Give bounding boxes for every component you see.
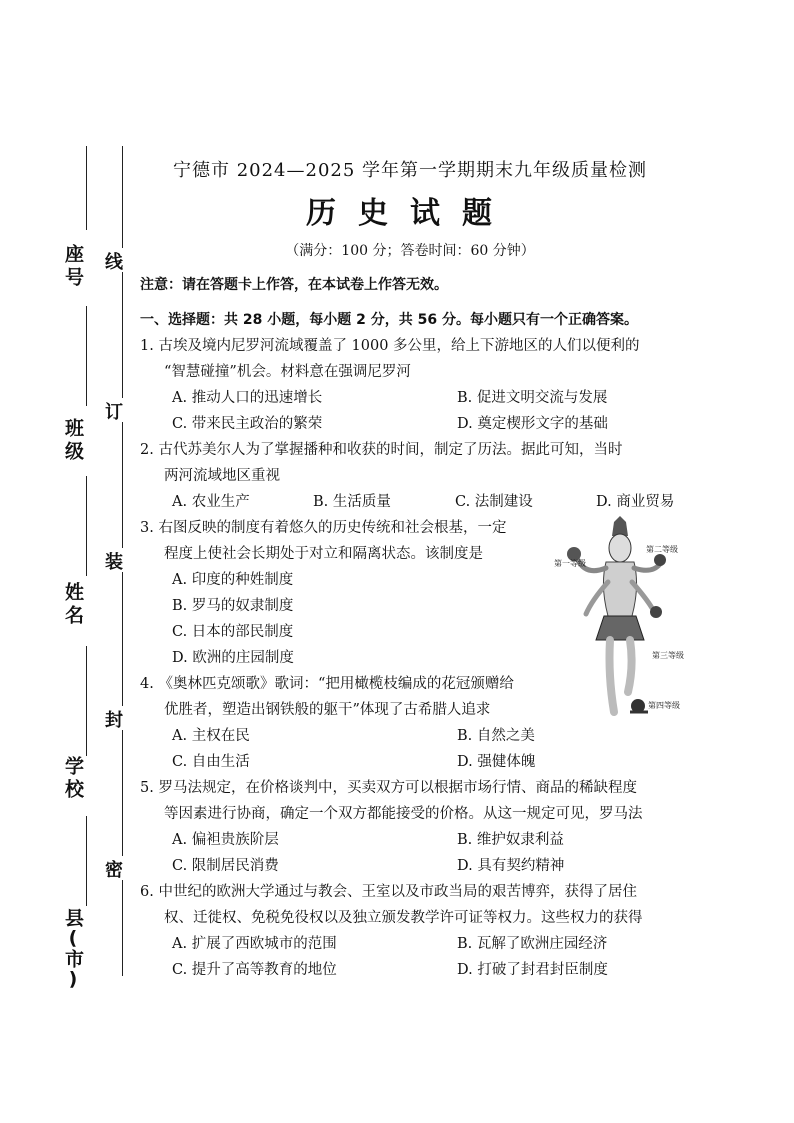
question-stem-line: 权、迁徙权、免税免役权以及独立颁发教学许可证等权力。这些权力的获得	[164, 910, 643, 926]
section-heading: 一、选择题：共 28 小题，每小题 2 分，共 56 分。每小题只有一个正确答案。	[140, 312, 638, 328]
option-d: D. 欧洲的庄园制度	[172, 650, 294, 666]
school-fill-line	[86, 646, 87, 756]
option-d: D. 奠定楔形文字的基础	[457, 416, 608, 432]
option-c: C. 限制居民消费	[172, 858, 279, 874]
option-c: C. 带来民主政治的繁荣	[172, 416, 323, 432]
name-fill-line	[86, 476, 87, 576]
option-a: A. 印度的种姓制度	[172, 572, 294, 588]
question-stem-line: 1. 古埃及境内尼罗河流域覆盖了 1000 多公里，给上下游地区的人们以便利的	[140, 338, 640, 354]
question-stem-line: 6. 中世纪的欧洲大学通过与教会、王室以及市政当局的艰苦博弈，获得了居住	[140, 884, 637, 900]
option-d: D. 具有契约精神	[457, 858, 565, 874]
county-fill-line	[86, 816, 87, 906]
seat-fill-line	[86, 146, 87, 230]
question-stem-line: 两河流域地区重视	[164, 468, 280, 484]
question-stem-line: 优胜者，塑造出钢铁般的躯干”体现了古希腊人追求	[164, 702, 491, 718]
county-label: 县(市)	[62, 908, 84, 990]
option-b: B. 瓦解了欧洲庄园经济	[457, 936, 608, 952]
caste-label-second: 第二等级	[646, 545, 678, 554]
question-stem-line: 4. 《奥林匹克颂歌》歌词：“把用橄榄枝编成的花冠颁赠给	[140, 676, 514, 692]
option-d: D. 打破了封君封臣制度	[457, 962, 608, 978]
option-c: C. 法制建设	[455, 494, 533, 510]
seal-char-zhuang: 装	[104, 548, 124, 572]
option-a: A. 推动人口的迅速增长	[172, 390, 323, 406]
exam-title: 宁德市 2024—2025 学年第一学期期末九年级质量检测	[172, 160, 648, 181]
school-label: 学校	[62, 756, 84, 802]
option-a: A. 偏袒贵族阶层	[172, 832, 279, 848]
seal-char-ding: 订	[104, 398, 124, 422]
notice: 注意：请在答题卡上作答，在本试卷上作答无效。	[140, 277, 448, 293]
option-b: B. 维护奴隶利益	[457, 832, 564, 848]
name-label: 姓名	[62, 582, 84, 628]
question-stem-line: “智慧碰撞”机会。材料意在强调尼罗河	[164, 364, 411, 380]
option-b: B. 生活质量	[313, 494, 391, 510]
option-a: A. 主权在民	[172, 728, 250, 744]
seat-number-label: 座号	[62, 244, 84, 290]
option-b: B. 促进文明交流与发展	[457, 390, 608, 406]
option-d: D. 商业贸易	[596, 494, 675, 510]
exam-info: （满分：100 分；答卷时间：60 分钟）	[285, 243, 535, 259]
seal-char-xian: 线	[104, 248, 124, 272]
question-stem-line: 3. 右图反映的制度有着悠久的历史传统和社会根基，一定	[140, 520, 507, 536]
question-stem-line: 2. 古代苏美尔人为了掌握播种和收获的时间，制定了历法。据此可知，当时	[140, 442, 623, 458]
option-d: D. 强健体魄	[457, 754, 536, 770]
option-c: C. 自由生活	[172, 754, 250, 770]
question-stem-line: 程度上使社会长期处于对立和隔离状态。该制度是	[164, 546, 483, 562]
seal-char-feng: 封	[104, 706, 124, 730]
caste-label-first: 第一等级	[554, 559, 586, 568]
caste-system-figure	[548, 516, 688, 721]
class-fill-line	[86, 306, 87, 406]
seal-char-mi: 密	[104, 856, 124, 880]
subject-title: 历史试题	[306, 196, 514, 231]
option-a: A. 农业生产	[172, 494, 250, 510]
caste-label-fourth: 第四等级	[648, 701, 680, 710]
option-b: B. 罗马的奴隶制度	[172, 598, 294, 614]
option-b: B. 自然之美	[457, 728, 535, 744]
option-c: C. 日本的部民制度	[172, 624, 294, 640]
class-label: 班级	[62, 418, 84, 464]
option-a: A. 扩展了西欧城市的范围	[172, 936, 337, 952]
question-stem-line: 5. 罗马法规定，在价格谈判中，买卖双方可以根据市场行情、商品的稀缺程度	[140, 780, 637, 796]
option-c: C. 提升了高等教育的地位	[172, 962, 337, 978]
question-stem-line: 等因素进行协商，确定一个双方都能接受的价格。从这一规定可见，罗马法	[164, 806, 643, 822]
caste-label-third: 第三等级	[652, 651, 684, 660]
